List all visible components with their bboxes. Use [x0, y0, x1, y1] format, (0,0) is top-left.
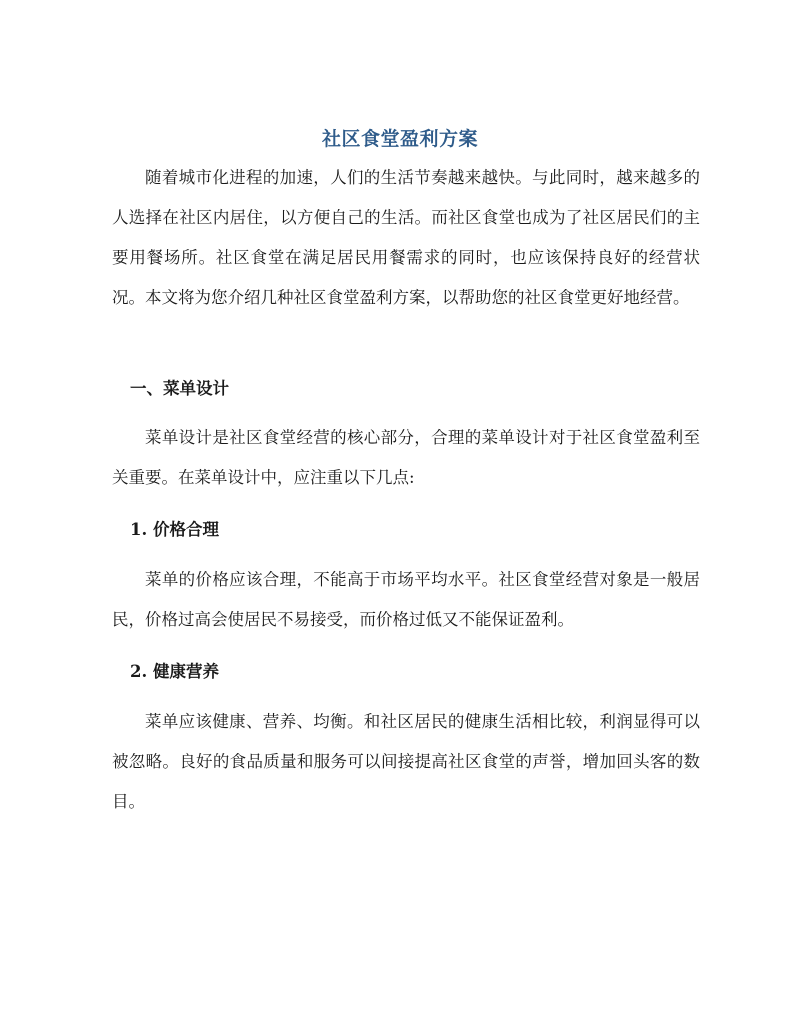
subsection-paragraph-reasonable-price: 菜单的价格应该合理，不能高于市场平均水平。社区食堂经营对象是一般居民，价格过高会使居民不易接受，而价格过低又不能保证盈利。	[112, 570, 700, 629]
section-heading-menu-design: 一、菜单设计	[130, 379, 229, 398]
subsection-paragraph-healthy-nutrition: 菜单应该健康、营养、均衡。和社区居民的健康生活相比较，利润显得可以被忽略。良好的食品质量和服务可以间接提高社区食堂的声誉，增加回头客的数目。	[112, 712, 700, 811]
section-paragraph-menu-design: 菜单设计是社区食堂经营的核心部分，合理的菜单设计对于社区食堂盈利至关重要。在菜单设计中，应注重以下几点:	[112, 428, 700, 487]
subsection-heading-reasonable-price: 1. 价格合理	[130, 520, 219, 539]
subsection-heading-healthy-nutrition: 2. 健康营养	[130, 662, 219, 681]
document-title: 社区食堂盈利方案	[321, 128, 478, 150]
intro-paragraph: 随着城市化进程的加速，人们的生活节奏越来越快。与此同时，越来越多的人选择在社区内居住，以方便自己的生活。而社区食堂也成为了社区居民们的主要用餐场所。社区食堂在满足居民用餐需求的同时，也应该保持良好的经营状况。本文将为您介绍几种社区食堂盈利方案，以帮助您的社区食堂更好地经营。	[112, 168, 700, 307]
